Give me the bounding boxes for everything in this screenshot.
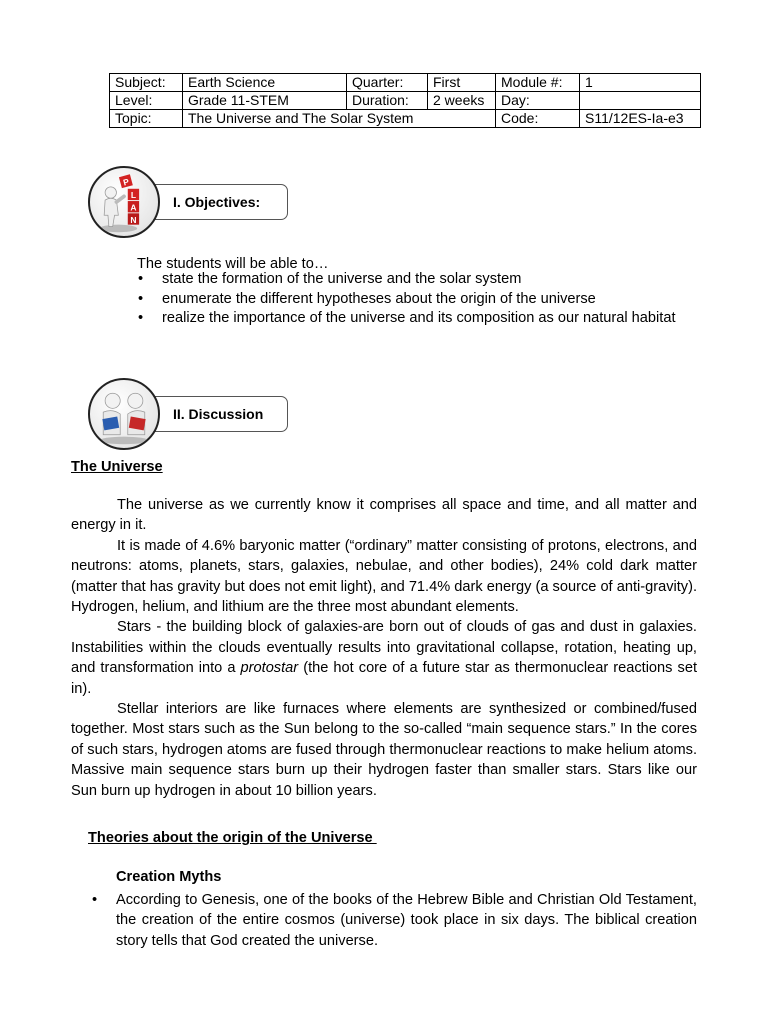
objectives-list <box>137 270 676 329</box>
topic-value: The Universe and The Solar System <box>183 110 496 128</box>
svg-text:N: N <box>130 214 137 225</box>
paragraph-text: (the hot core of a future star as thermonuclear reactions set in). <box>71 660 697 697</box>
svg-text:P: P <box>122 176 131 188</box>
duration-label: Duration: <box>347 92 428 110</box>
discussion-badge <box>88 378 298 454</box>
day-label: Day: <box>496 92 580 110</box>
module-number-label: Module #: <box>496 74 580 92</box>
table-row <box>110 92 701 110</box>
universe-body <box>71 495 697 801</box>
duration-value: 2 weeks <box>428 92 496 110</box>
objectives-intro: The students will be able to… <box>137 256 329 272</box>
paragraph <box>71 617 697 699</box>
table-row <box>110 74 701 92</box>
paragraph-text: Stars - the building block of galaxies-are born out of clouds of gas and dust in galaxies. Instabilities within the clouds eventually results into gravitational collapse, rotation, heating up, and transformation into a <box>71 619 697 677</box>
paragraph: The universe as we currently know it comprises all space and time, and all matter and energy in it. <box>71 497 697 534</box>
creation-myths-list <box>88 890 697 951</box>
creation-myths-title: Creation Myths <box>116 869 222 885</box>
svg-text:L: L <box>130 190 137 201</box>
theories-heading: Theories about the origin of the Universe <box>88 830 377 846</box>
quarter-label: Quarter: <box>347 74 428 92</box>
discussion-title: II. Discussion <box>148 396 288 432</box>
list-item: • state the formation of the universe and the solar system <box>137 270 676 290</box>
subject-value: Earth Science <box>183 74 347 92</box>
table-row <box>110 110 701 128</box>
objectives-badge <box>88 166 298 242</box>
code-value: S11/12ES-Ia-e3 <box>580 110 701 128</box>
level-label: Level: <box>110 92 183 110</box>
topic-label: Topic: <box>110 110 183 128</box>
list-item: • According to Genesis, one of the books of the Hebrew Bible and Christian Old Testament, the creation of the entire cosmos (universe) took place in six days. The biblical creation story tells that God created the universe. <box>88 890 697 951</box>
list-item: • enumerate the different hypotheses about the origin of the universe <box>137 290 676 310</box>
level-value: Grade 11-STEM <box>183 92 347 110</box>
paragraph: Stellar interiors are like furnaces where elements are synthesized or combined/fused together. Most stars such as the Sun belong to the so-called “main sequence stars.” In the cores of such stars, hydrogen atoms are fused through thermonuclear reactions to make helium atoms. Massive main sequence stars burn up their hydrogen faster than smaller stars. Stars like our Sun burn up hydrogen in about 10 billion years. <box>71 701 697 799</box>
list-item: • realize the importance of the universe and its composition as our natural habitat <box>137 309 676 329</box>
reading-figures-icon <box>88 378 160 450</box>
universe-heading: The Universe <box>71 459 163 475</box>
plan-blocks-figure-icon <box>88 166 160 238</box>
day-value <box>580 92 701 110</box>
protostar-term: protostar <box>240 660 299 677</box>
paragraph: It is made of 4.6% baryonic matter (“ordinary” matter consisting of protons, electrons, and neutrons: atoms, planets, stars, galaxies, nebulae, and other bodies), 24% cold dark matter (matter that has gravity but does not emit light), and 71.4% dark energy (a source of anti-gravity). Hydrogen, helium, and lithium are the three most abundant elements. <box>71 537 697 616</box>
objectives-title: I. Objectives: <box>148 184 288 220</box>
subject-label: Subject: <box>110 74 183 92</box>
svg-text:A: A <box>130 202 137 213</box>
module-info-table <box>109 73 701 128</box>
quarter-value: First <box>428 74 496 92</box>
code-label: Code: <box>496 110 580 128</box>
module-number-value: 1 <box>580 74 701 92</box>
